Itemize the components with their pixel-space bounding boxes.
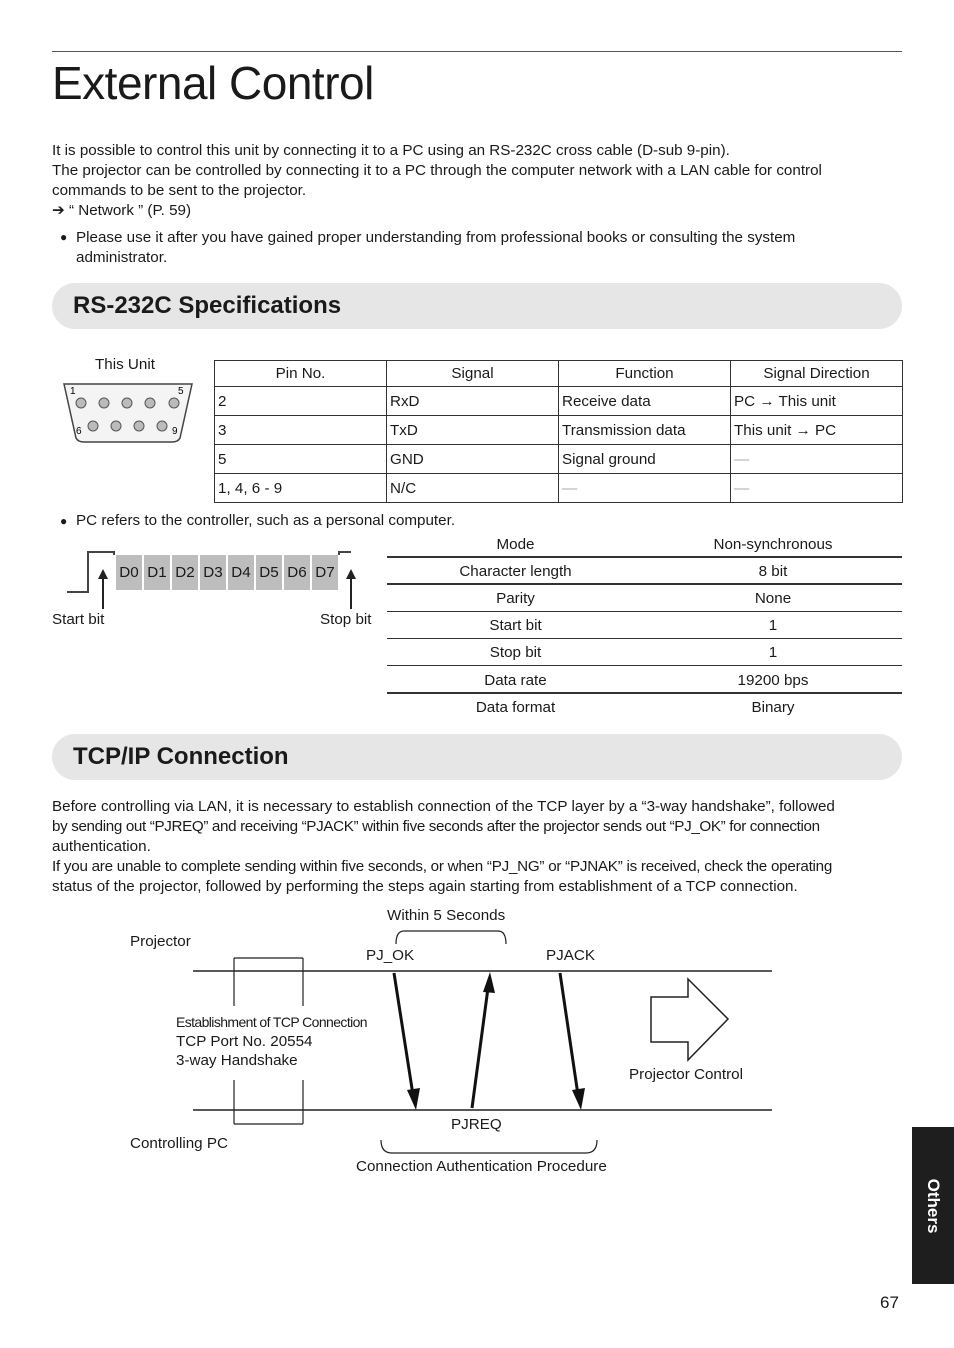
side-tab-others[interactable] bbox=[912, 1127, 954, 1284]
comm-row bbox=[387, 668, 902, 694]
tcp-port-label: TCP Port No. 20554 bbox=[176, 1033, 313, 1050]
auth-procedure-label: Connection Authentication Procedure bbox=[356, 1158, 607, 1175]
pin-table-header-row bbox=[215, 361, 903, 387]
projector-control-label: Projector Control bbox=[629, 1066, 743, 1083]
comm-key: Character length bbox=[459, 563, 572, 580]
table-row bbox=[215, 387, 903, 416]
comm-row bbox=[387, 586, 902, 612]
row-divider bbox=[387, 611, 902, 612]
pc-note: PC refers to the controller, such as a personal computer. bbox=[76, 512, 456, 529]
dsub9-connector-icon bbox=[58, 378, 198, 446]
intro-line-3: commands to be sent to the projector. bbox=[52, 182, 307, 199]
cell-function: Signal ground bbox=[559, 445, 731, 474]
cell-pin: 1, 4, 6 - 9 bbox=[215, 474, 387, 503]
bit-cell-d1: D1 bbox=[144, 555, 170, 590]
comm-key: Data rate bbox=[484, 672, 547, 689]
projector-control-arrow-icon bbox=[651, 979, 728, 1060]
bit-cell-d2: D2 bbox=[172, 555, 198, 590]
comm-row bbox=[387, 640, 902, 666]
pjack-label: PJACK bbox=[546, 947, 595, 964]
comm-value: 8 bit bbox=[758, 563, 788, 580]
bit-cell-d4: D4 bbox=[228, 555, 254, 590]
bullet-dot: ● bbox=[60, 514, 68, 528]
bit-cell-d5: D5 bbox=[256, 555, 282, 590]
cell-direction: — bbox=[731, 474, 903, 503]
row-divider bbox=[387, 583, 902, 585]
bit-cell-d0: D0 bbox=[116, 555, 142, 590]
comm-value: 19200 bps bbox=[737, 672, 809, 689]
comm-row bbox=[387, 559, 902, 585]
page-number: 67 bbox=[880, 1293, 899, 1312]
comm-key: Start bit bbox=[489, 617, 542, 634]
cell-signal: N/C bbox=[387, 474, 559, 503]
pin-9-label: 9 bbox=[172, 426, 178, 437]
cell-signal: TxD bbox=[387, 416, 559, 445]
cell-signal: GND bbox=[387, 445, 559, 474]
top-rule bbox=[52, 51, 902, 52]
tcp-para1-line3: authentication. bbox=[52, 838, 151, 855]
network-reference-link[interactable]: ➔ “ Network ” (P. 59) bbox=[52, 202, 192, 219]
cell-function: Transmission data bbox=[559, 416, 731, 445]
cell-pin: 5 bbox=[215, 445, 387, 474]
bullet-dot: ● bbox=[60, 230, 68, 244]
cell-pin: 3 bbox=[215, 416, 387, 445]
section-tcpip bbox=[52, 734, 902, 780]
controlling-pc-label: Controlling PC bbox=[130, 1135, 228, 1152]
comm-key: Parity bbox=[496, 590, 535, 607]
tcp-para2-line1: If you are unable to complete sending within five seconds, or when “PJ_NG” or “PJNAK” is received, check the operating bbox=[52, 858, 833, 875]
comm-value: Binary bbox=[751, 699, 795, 716]
tcp-para1-line2: by sending out “PJREQ” and receiving “PJACK” within five seconds after the projector sends out “PJ_OK” for connection bbox=[52, 818, 820, 835]
row-divider bbox=[387, 692, 902, 694]
cell-pin: 2 bbox=[215, 387, 387, 416]
row-divider bbox=[387, 665, 902, 666]
projector-label: Projector bbox=[130, 933, 191, 950]
connector-label: This Unit bbox=[95, 356, 155, 373]
section-tcpip-heading: TCP/IP Connection bbox=[73, 743, 289, 770]
comm-row bbox=[387, 695, 902, 721]
comm-key: Mode bbox=[496, 536, 535, 553]
stop-bit-label: Stop bit bbox=[320, 611, 372, 628]
comm-value: Non-synchronous bbox=[713, 536, 833, 553]
row-divider bbox=[387, 638, 902, 639]
cell-signal: RxD bbox=[387, 387, 559, 416]
tcp-para1-line1: Before controlling via LAN, it is necessary to establish connection of the TCP layer by a “3-way handshake”, followed bbox=[52, 798, 835, 815]
pjreq-label: PJREQ bbox=[451, 1116, 502, 1133]
cell-direction: This unit → PC bbox=[731, 416, 903, 445]
side-tab-label: Others bbox=[924, 1178, 943, 1233]
page-title: External Control bbox=[52, 57, 374, 109]
section-rs232-heading: RS-232C Specifications bbox=[73, 292, 342, 319]
pin-table bbox=[214, 360, 903, 503]
header-signal: Signal bbox=[387, 361, 559, 387]
comm-value: None bbox=[754, 590, 792, 607]
header-function: Function bbox=[559, 361, 731, 387]
header-pin-no: Pin No. bbox=[215, 361, 387, 387]
bit-cell-d6: D6 bbox=[284, 555, 310, 590]
section-rs232 bbox=[52, 283, 902, 329]
comm-key: Data format bbox=[475, 699, 556, 716]
comm-row bbox=[387, 532, 902, 558]
cell-function: Receive data bbox=[559, 387, 731, 416]
comm-row bbox=[387, 613, 902, 639]
comm-key: Stop bit bbox=[489, 644, 542, 661]
tcp-para2-line2: status of the projector, followed by performing the steps again starting from establishment of a TCP connection. bbox=[52, 878, 798, 895]
cell-direction: — bbox=[731, 445, 903, 474]
intro-bullet: Please use it after you have gained proper understanding from professional books or consulting the system bbox=[76, 229, 796, 246]
table-row bbox=[215, 474, 903, 503]
table-row bbox=[215, 416, 903, 445]
cell-direction: PC → This unit bbox=[731, 387, 903, 416]
within-5-seconds-label: Within 5 Seconds bbox=[387, 907, 506, 924]
pj-ok-label: PJ_OK bbox=[366, 947, 415, 964]
intro-line-1: It is possible to control this unit by connecting it to a PC using an RS-232C cross cable (D-sub 9-pin). bbox=[52, 142, 730, 159]
header-signal-direction: Signal Direction bbox=[731, 361, 903, 387]
intro-bullet-cont: administrator. bbox=[76, 249, 168, 266]
cell-function: — bbox=[559, 474, 731, 503]
row-divider bbox=[387, 556, 902, 558]
handshake-label: 3-way Handshake bbox=[176, 1052, 298, 1069]
bit-cell-d7: D7 bbox=[312, 555, 338, 590]
comm-value: 1 bbox=[768, 617, 778, 634]
comm-value: 1 bbox=[768, 644, 778, 661]
establish-tcp-label: Establishment of TCP Connection bbox=[176, 1014, 367, 1030]
start-bit-label: Start bit bbox=[52, 611, 105, 628]
bit-cell-d3: D3 bbox=[200, 555, 226, 590]
table-row bbox=[215, 445, 903, 474]
pin-5-label: 5 bbox=[178, 386, 184, 397]
intro-line-2: The projector can be controlled by connecting it to a PC through the computer network with a LAN cable for control bbox=[52, 162, 822, 179]
pin-6-label: 6 bbox=[76, 426, 82, 437]
pin-1-label: 1 bbox=[70, 386, 76, 397]
